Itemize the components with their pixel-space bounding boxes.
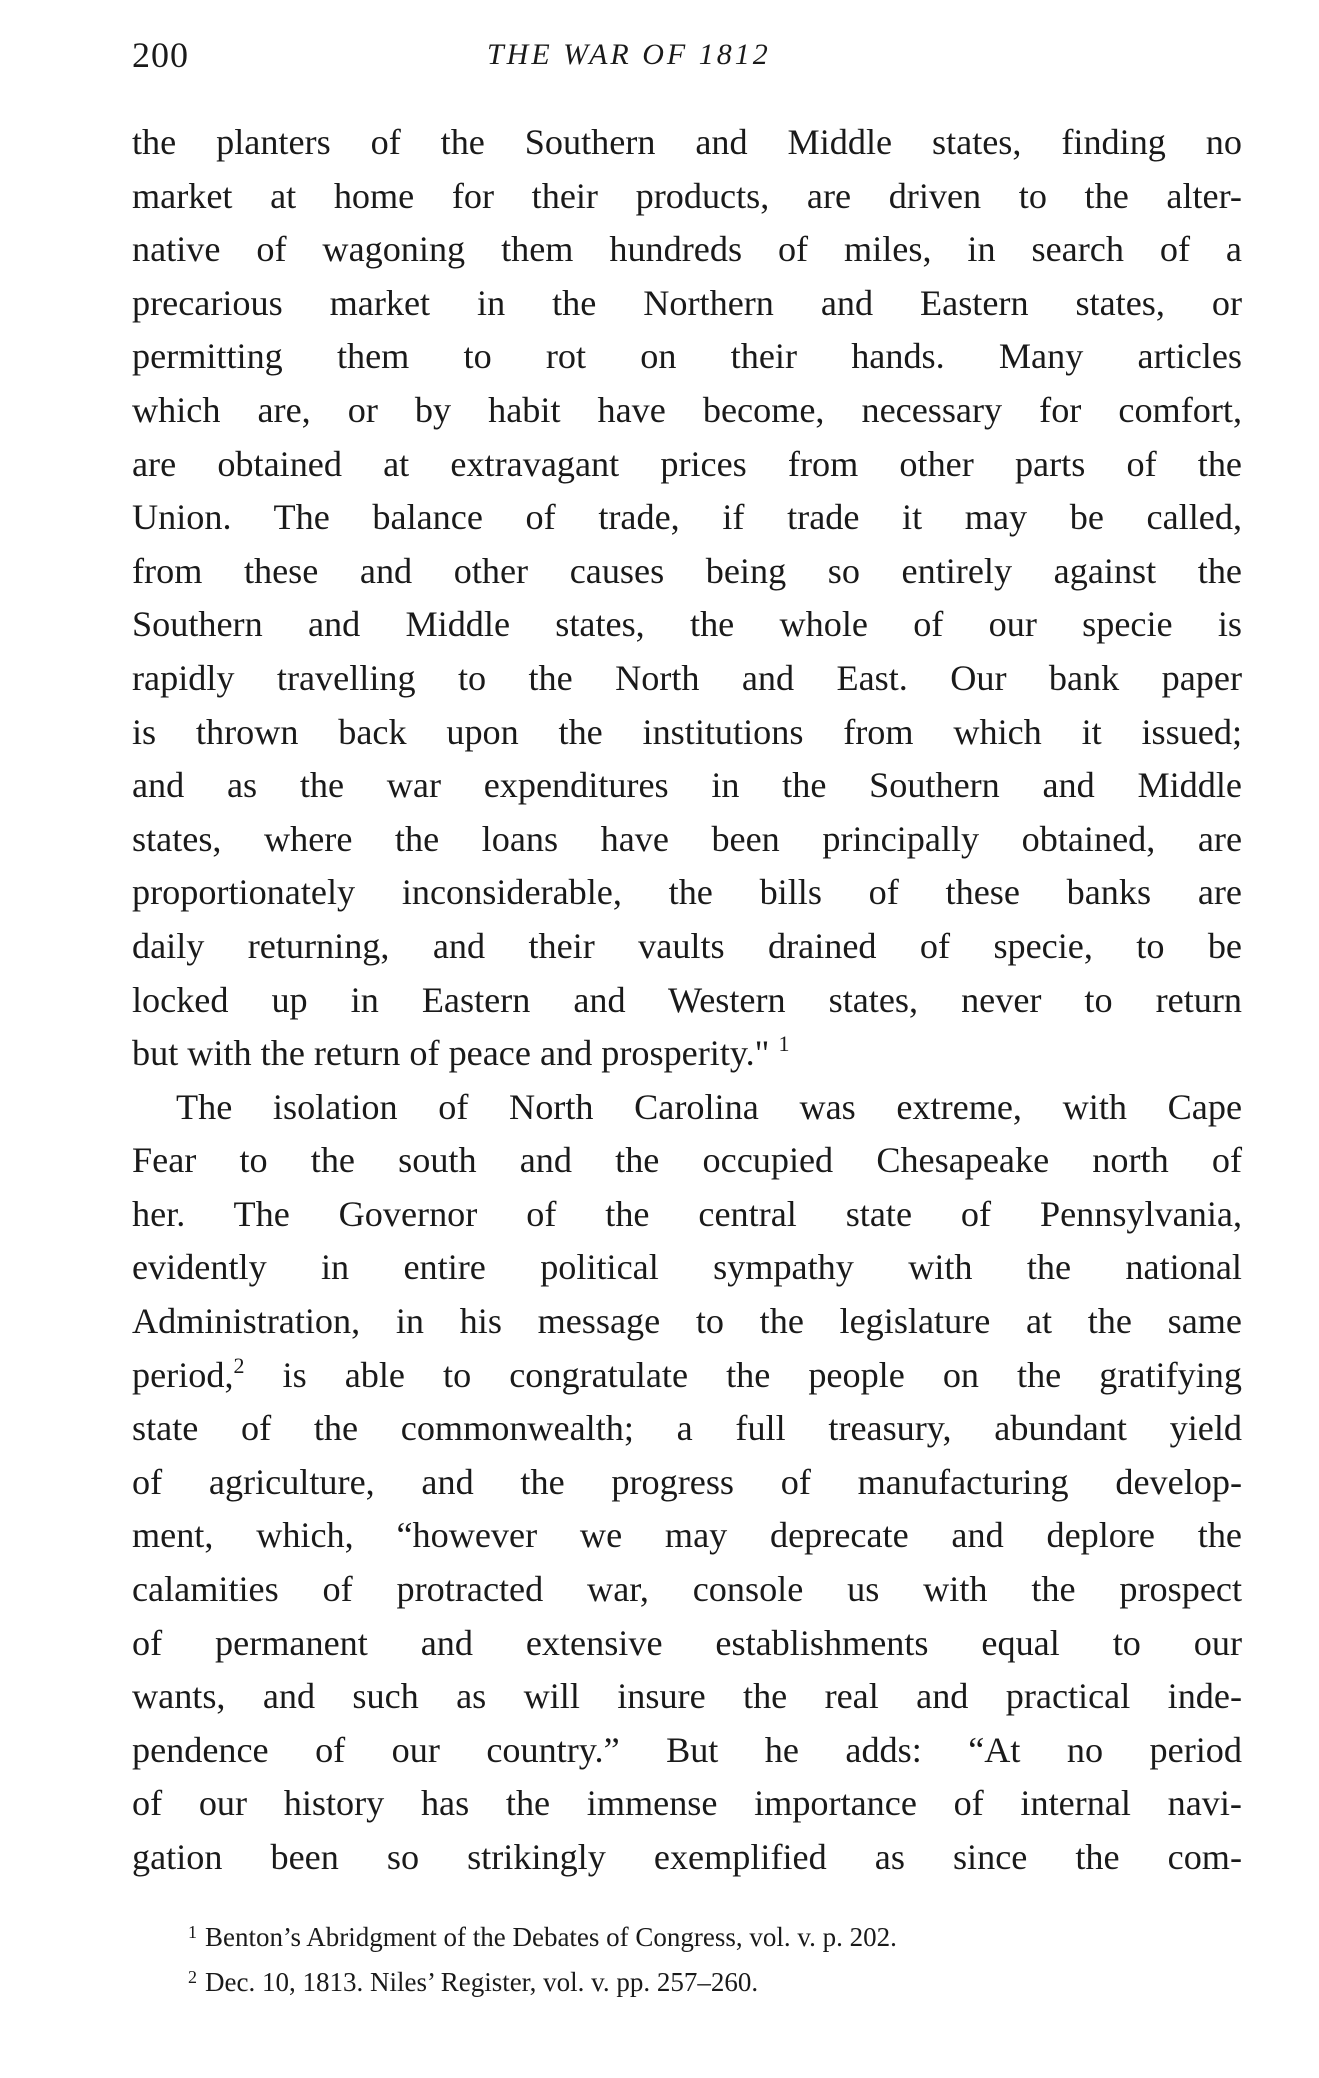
text-line: and as the war expenditures in the Southern and Middle <box>132 765 1242 806</box>
text-line: from these and other causes being so entirely against the <box>132 550 1242 591</box>
text-line: rapidly travelling to the North and East. Our bank paper <box>132 657 1242 698</box>
text-line: calamities of protracted war, console us with the prospect <box>132 1569 1242 1610</box>
footnote-text: Benton’s Abridgment of the Debates of Congress, vol. v. p. 202. <box>205 1922 897 1952</box>
text-line: states, where the loans have been principally obtained, are <box>132 818 1242 859</box>
text-line: evidently in entire political sympathy with the national <box>132 1247 1242 1288</box>
footnote-2 <box>188 1957 1242 2002</box>
text-line: market at home for their products, are driven to the alter- <box>132 175 1242 216</box>
text-line: locked up in Eastern and Western states, never to return <box>132 979 1242 1020</box>
footnote-text: Dec. 10, 1813. Niles’ Register, vol. v. pp. 257–260. <box>205 1967 759 1997</box>
text-line: gation been so strikingly exemplified as since the com- <box>132 1837 1242 1877</box>
page-number: 200 <box>132 35 189 75</box>
footnote-ref-1: 1 <box>778 1031 790 1057</box>
text-line: permitting them to rot on their hands. Many articles <box>132 336 1242 377</box>
text-line-content: but with the return of peace and prosperity." <box>132 1033 770 1074</box>
text-line: daily returning, and their vaults drained of specie, to be <box>132 925 1242 966</box>
footnote-1 <box>188 1912 1242 1957</box>
text-line: of our history has the immense importance of internal navi- <box>132 1783 1242 1824</box>
text-line: wants, and such as will insure the real and practical inde- <box>132 1676 1242 1717</box>
text-line: Administration, in his message to the legislature at the same <box>132 1301 1242 1342</box>
text-line: pendence of our country.” But he adds: “At no period <box>132 1729 1242 1770</box>
text-line: Union. The balance of trade, if trade it may be called, <box>132 497 1242 538</box>
text-line: the planters of the Southern and Middle states, finding no <box>132 122 1242 162</box>
text-line: ment, which, “however we may deprecate and deplore the <box>132 1515 1242 1556</box>
footnote-ref-2: 2 <box>233 1352 245 1378</box>
text-line: her. The Governor of the central state of Pennsylvania, <box>132 1193 1242 1234</box>
text-line: are obtained at extravagant prices from other parts of the <box>132 443 1242 484</box>
text-line: proportionately inconsiderable, the bills of these banks are <box>132 872 1242 913</box>
paragraph-first-line: The isolation of North Carolina was extreme, with Cape <box>176 1086 1242 1127</box>
text-line: native of wagoning them hundreds of miles, in search of a <box>132 229 1242 270</box>
text-line: of permanent and extensive establishments equal to our <box>132 1622 1242 1663</box>
footnotes <box>188 1912 1242 2002</box>
text-line: is thrown back upon the institutions from which it issued; <box>132 711 1242 752</box>
text-line: Southern and Middle states, the whole of our specie is <box>132 604 1242 645</box>
body-text <box>132 116 1242 1885</box>
text-line: of agriculture, and the progress of manufacturing develop- <box>132 1461 1242 1502</box>
text-line: Fear to the south and the occupied Chesapeake north of <box>132 1140 1242 1181</box>
text-line-with-footnote-ref <box>132 1027 1242 1081</box>
text-line: precarious market in the Northern and Eastern states, or <box>132 282 1242 323</box>
page-header <box>132 30 1242 90</box>
text-line-with-footnote-ref <box>132 1349 1242 1403</box>
running-head: THE WAR OF 1812 <box>487 38 771 71</box>
footnote-mark: 2 <box>188 1967 197 1987</box>
text-line: state of the commonwealth; a full treasury, abundant yield <box>132 1408 1242 1449</box>
text-line-content: period, <box>132 1354 234 1395</box>
text-line: which are, or by habit have become, necessary for comfort, <box>132 389 1242 430</box>
text-line-content: is able to congratulate the people on the gratifying <box>244 1354 1242 1395</box>
footnote-mark: 1 <box>188 1922 197 1942</box>
